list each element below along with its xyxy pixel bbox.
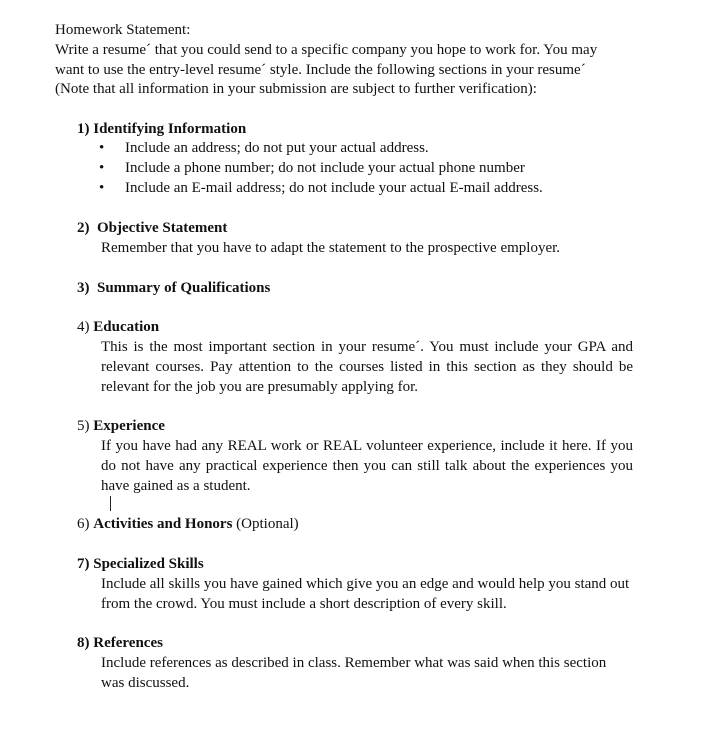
section-6-number: 6) bbox=[77, 516, 90, 532]
intro-line-3: (Note that all information in your submission are subject to further verification): bbox=[55, 81, 537, 98]
section-5-body: If you have had any REAL work or REAL volunteer experience, include it here. If you do not have any practical experience then you can still talk about the experiences you have gained as a student. bbox=[101, 438, 633, 494]
section-2-title bbox=[77, 219, 227, 239]
section-6-title bbox=[77, 515, 299, 535]
text-cursor bbox=[110, 496, 111, 511]
section-1-label: Identifying Information bbox=[93, 121, 247, 137]
homework-heading: Homework Statement: bbox=[55, 22, 191, 38]
bullet-icon: • bbox=[99, 159, 105, 176]
section-4-body: This is the most important section in your resume´. You must include your GPA and relevant courses. Pay attention to the courses listed in this section as they should be relevant for the job you are presumably applying for. bbox=[101, 339, 633, 395]
section-6-suffix: (Optional) bbox=[236, 516, 299, 532]
section-5-title bbox=[77, 417, 165, 437]
list-item: • Include an E-mail address; do not include your actual E-mail address. bbox=[99, 179, 543, 199]
bullet-icon: • bbox=[99, 179, 105, 196]
section-8-number: 8) bbox=[77, 635, 90, 651]
section-6-label: Activities and Honors bbox=[93, 516, 233, 532]
section-7-label: Specialized Skills bbox=[93, 556, 204, 572]
section-2-number: 2) bbox=[77, 220, 90, 236]
section-1-number: 1) bbox=[77, 121, 90, 137]
section-7-title bbox=[77, 555, 204, 575]
identifying-info-list bbox=[99, 139, 543, 198]
section-3-label: Summary of Qualifications bbox=[97, 280, 271, 296]
section-7-number: 7) bbox=[77, 556, 90, 572]
bullet-icon: • bbox=[99, 140, 105, 156]
section-4-number: 4) bbox=[77, 319, 90, 335]
section-3-number: 3) bbox=[77, 280, 90, 296]
section-8-label: References bbox=[93, 635, 163, 651]
list-item: • Include an address; do not put your actual address. bbox=[99, 139, 543, 159]
section-5-label: Experience bbox=[93, 418, 165, 434]
intro-line-2: want to use the entry-level resume´ style. Include the following sections in your resume´ bbox=[55, 61, 586, 78]
section-4-title bbox=[77, 318, 159, 338]
section-3-title bbox=[77, 279, 270, 299]
section-8-body: Include references as described in class. Remember what was said when this section was discussed. bbox=[101, 655, 607, 691]
intro-block bbox=[55, 21, 635, 100]
intro-line-1: Write a resume´ that you could send to a specific company you hope to work for. You may bbox=[55, 41, 598, 58]
section-1-title bbox=[77, 120, 246, 140]
list-item: • Include a phone number; do not include your actual phone number bbox=[99, 159, 543, 179]
section-2-label: Objective Statement bbox=[97, 220, 228, 236]
section-7-body: Include all skills you have gained which give you an edge and would help you stand out from the crowd. You must include a short description of every skill. bbox=[101, 576, 630, 612]
section-2-body: Remember that you have to adapt the statement to the prospective employer. bbox=[101, 240, 561, 256]
section-5-number: 5) bbox=[77, 418, 90, 434]
section-4-label: Education bbox=[93, 319, 160, 335]
section-8-title bbox=[77, 634, 163, 654]
